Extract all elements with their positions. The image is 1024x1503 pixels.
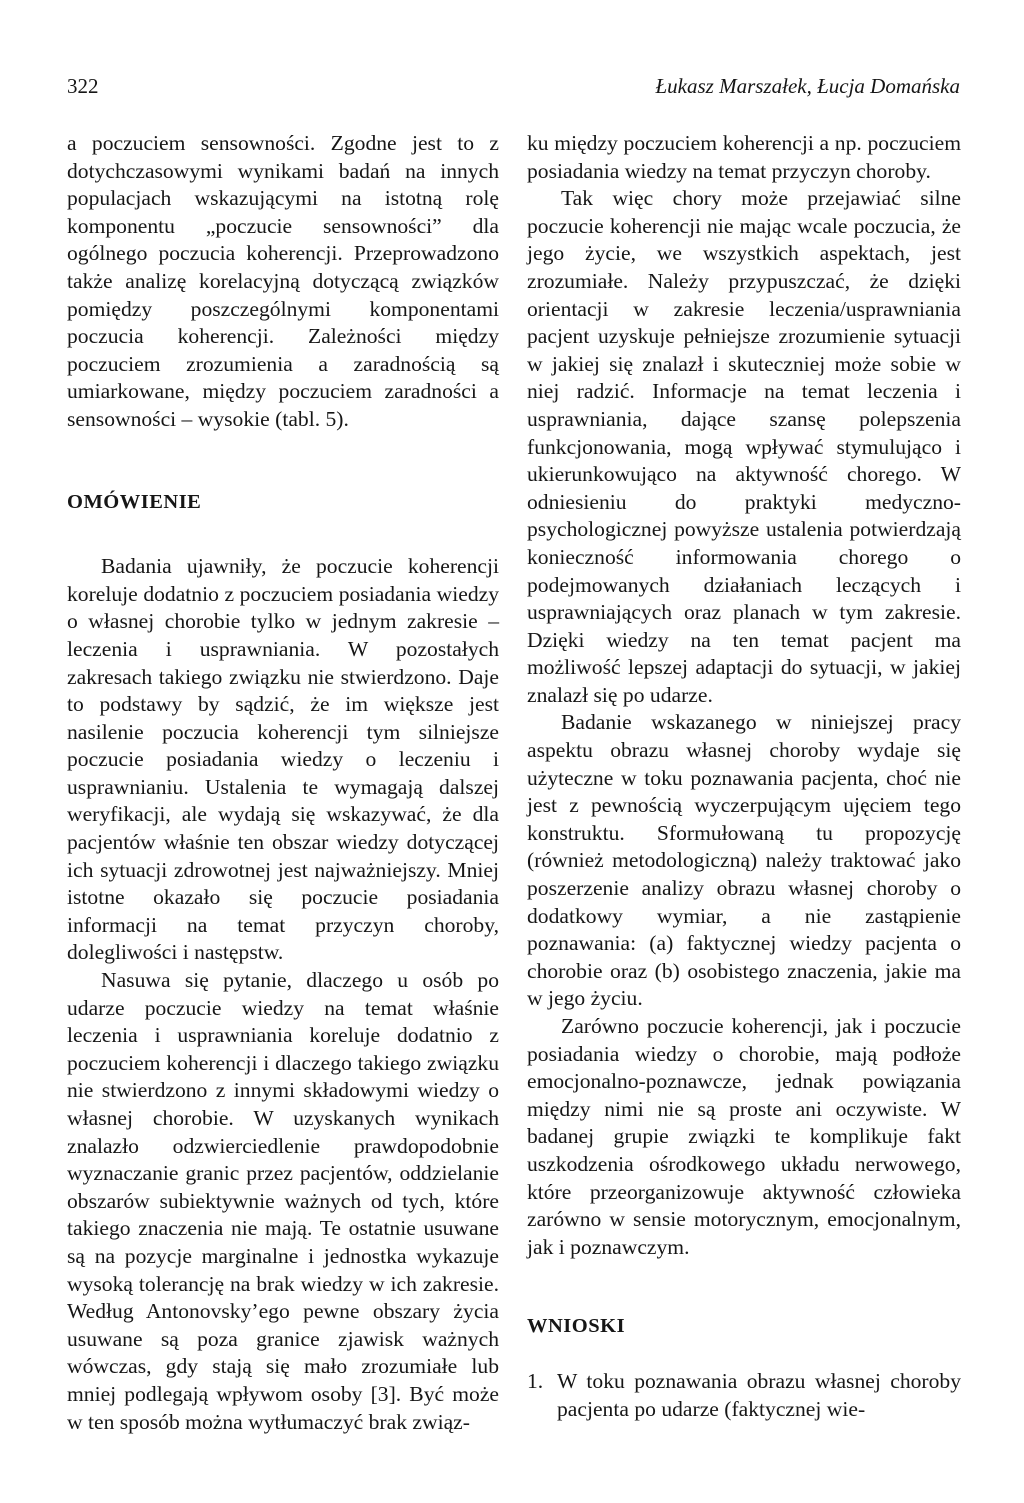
list-item-number: 1.: [527, 1368, 544, 1393]
paragraph: a poczuciem sensowności. Zgodne jest to z dotychczasowymi wynikami badań na innych populacjach wskazującymi na istotną rolę komponentu „poczucie sensowności” dla ogólnego poczucia koherencji. Przeprowadzono także analizę korelacyjną dotyczącą związków pomiędzy poszczególnymi komponentami poczucia koherencji. Zależności między poczuciem zrozumienia a zaradnością są umiarkowane, między poczuciem zaradności a sensowności – wysokie (tabl. 5).: [67, 131, 499, 431]
list-item-text: W toku poznawania obrazu własnej choroby pacjenta po udarze (faktycznej wie-: [557, 1368, 961, 1421]
page-number: 322: [67, 74, 99, 98]
section-heading-omowienie: OMÓWIENIE: [67, 490, 202, 513]
page-header: [67, 74, 960, 104]
paragraph: Tak więc chory może przejawiać silne poczucie koherencji nie mając wcale poczucia, że jego życie, we wszystkich aspektach, jest zrozumiałe. Należy przypuszczać, że dzięki orientacji w zakresie leczenia/usprawniania pacjent uzyskuje pełniejsze zrozumienie sytuacji w jakiej się znalazł i skuteczniej może sobie w niej radzić. Informacje na temat leczenia i usprawniania, dające szansę polepszenia funkcjonowania, mogą wpływać stymulująco i ukierunkowująco na aktywność chorego. W odniesieniu do praktyki medyczno-psychologicznej powyższe ustalenia potwierdzają konieczność informowania chorego o podejmowanych działaniach leczących i usprawniających oraz planach w tym zakresie. Dzięki wiedzy na ten temat pacjent ma możliwość lepszej adaptacji do sytuacji, w jakiej znalazł się po udarze.: [527, 186, 961, 707]
right-column: [527, 130, 961, 1423]
numbered-list-item: [527, 1368, 961, 1423]
paragraph: Zarówno poczucie koherencji, jak i poczucie posiadania wiedzy o chorobie, mają podłoże emocjonalno-poznawcze, jednak powiązania między nimi nie są proste ani oczywiste. W badanej grupie związki te komplikuje fakt uszkodzenia ośrodkowego układu nerwowego, które przeorganizowuje aktywność człowieka zarówno w sensie motorycznym, emocjonalnym, jak i poznawczym.: [527, 1014, 961, 1259]
left-column: [67, 130, 499, 1436]
paragraph: ku między poczuciem koherencji a np. poczuciem posiadania wiedzy na temat przyczyn choroby.: [527, 131, 961, 183]
paragraph: Badanie wskazanego w niniejszej pracy aspektu obrazu własnej choroby wydaje się użyteczne w toku poznawania pacjenta, choć nie jest z pewnością wyczerpującym ujęciem tego konstruktu. Sformułowaną tu propozycję (również metodologiczną) należy traktować jako poszerzenie analizy obrazu własnej choroby o dodatkowy wymiar, a nie zastąpienie poznawania: (a) faktycznej wiedzy pacjenta o chorobie oraz (b) osobistego znaczenia, jakie ma w jego życiu.: [527, 710, 961, 1011]
paragraph: Badania ujawniły, że poczucie koherencji koreluje dodatnio z poczuciem posiadania wiedzy o własnej chorobie tylko w jednym zakresie – leczenia i usprawniania. W pozostałych zakresach takiego związku nie stwierdzono. Daje to podstawy by sądzić, że im większe jest nasilenie poczucia koherencji tym silniejsze poczucie posiadania wiedzy o leczeniu i usprawnianiu. Ustalenia te wymagają dalszej weryfikacji, ale wydają się wskazywać, że dla pacjentów właśnie ten obszar wiedzy dotyczącej ich sytuacji zdrowotnej jest najważniejszy. Mniej istotne okazało się poczucie posiadania informacji na temat przyczyn choroby, dolegliwości i następstw.: [67, 554, 499, 965]
running-head-authors: Łukasz Marszałek, Łucja Domańska: [655, 74, 960, 98]
paragraph: Nasuwa się pytanie, dlaczego u osób po udarze poczucie wiedzy na temat właśnie leczenia i usprawniania koreluje dodatnio z poczuciem koherencji i dlaczego takiego związku nie stwierdzono z innymi składowymi wiedzy o własnej chorobie. W uzyskanych wynikach znalazło odzwierciedlenie prawdopodobnie wyznaczanie granic przez pacjentów, oddzielanie obszarów subiektywnie ważnych od tych, które takiego znaczenia nie mają. Te ostatnie usuwane są na pozycje marginalne i jednostka wykazuje wysoką tolerancję na brak wiedzy w ich zakresie. Według Antonovsky’ego pewne obszary życia usuwane są poza granice zjawisk ważnych wówczas, gdy stają się mało zrozumiałe lub mniej podlegają wpływom osoby [3]. Być może w ten sposób można wytłumaczyć brak związ-: [67, 968, 499, 1434]
section-heading-wnioski: WNIOSKI: [527, 1315, 626, 1338]
